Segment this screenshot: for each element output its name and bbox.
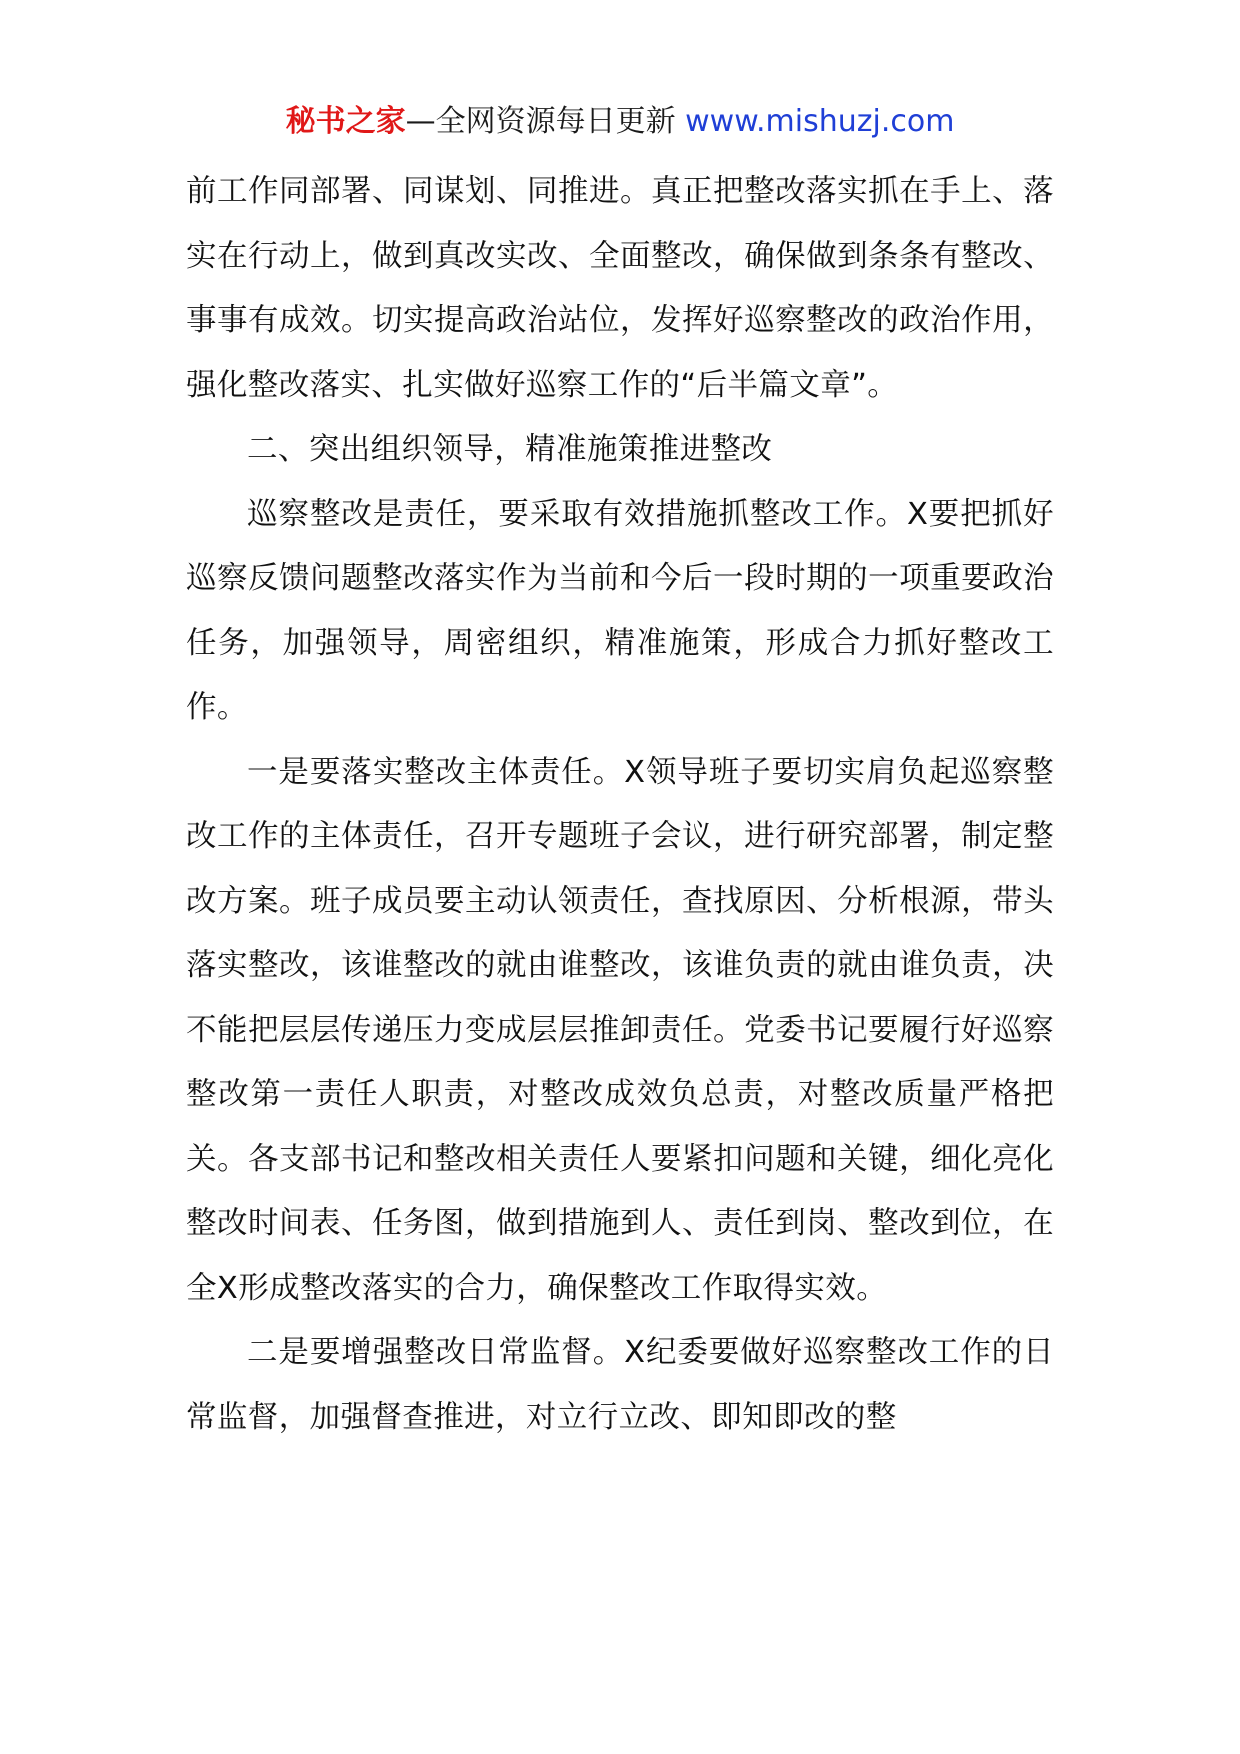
paragraph: 二是要增强整改日常监督。X纪委要做好巡察整改工作的日常监督，加强督查推进，对立行立改、即知即改的整 xyxy=(186,1335,1054,1435)
header-url[interactable]: www.mishuzj.com xyxy=(685,104,955,139)
header-tagline: —全网资源每日更新 xyxy=(405,104,676,139)
paragraph: 巡察整改是责任，要采取有效措施抓整改工作。X要把抓好巡察反馈问题整改落实作为当前和今后一段时期的一项重要政治任务，加强领导，周密组织，精准施策，形成合力抓好整改工作。 xyxy=(186,496,1054,725)
paragraph: 一是要落实整改主体责任。X领导班子要切实肩负起巡察整改工作的主体责任，召开专题班子会议，进行研究部署，制定整改方案。班子成员要主动认领责任，查找原因、分析根源，带头落实整改，该谁整改的就由谁整改，该谁负责的就由谁负责，决不能把层层传递压力变成层层推卸责任。党委书记要履行好巡察整改第一责任人职责，对整改成效负总责，对整改质量严格把关。各支部书记和整改相关责任人要紧扣问题和关键，细化亮化整改时间表、任务图，做到措施到人、责任到岗、整改到位，在全X形成整改落实的合力，确保整改工作取得实效。 xyxy=(186,754,1054,1306)
paragraph: 前工作同部署、同谋划、同推进。真正把整改落实抓在手上、落实在行动上，做到真改实改、全面整改，确保做到条条有整改、事事有成效。切实提高政治站位，发挥好巡察整改的政治作用，强化整改落实、扎实做好巡察工作的“后半篇文章”。 xyxy=(186,174,1054,403)
section-heading: 二、突出组织领导，精准施策推进整改 xyxy=(247,432,773,467)
brand-name: 秘书之家 xyxy=(285,104,406,139)
document-body xyxy=(186,160,1054,1450)
watermark-header xyxy=(0,100,1240,144)
